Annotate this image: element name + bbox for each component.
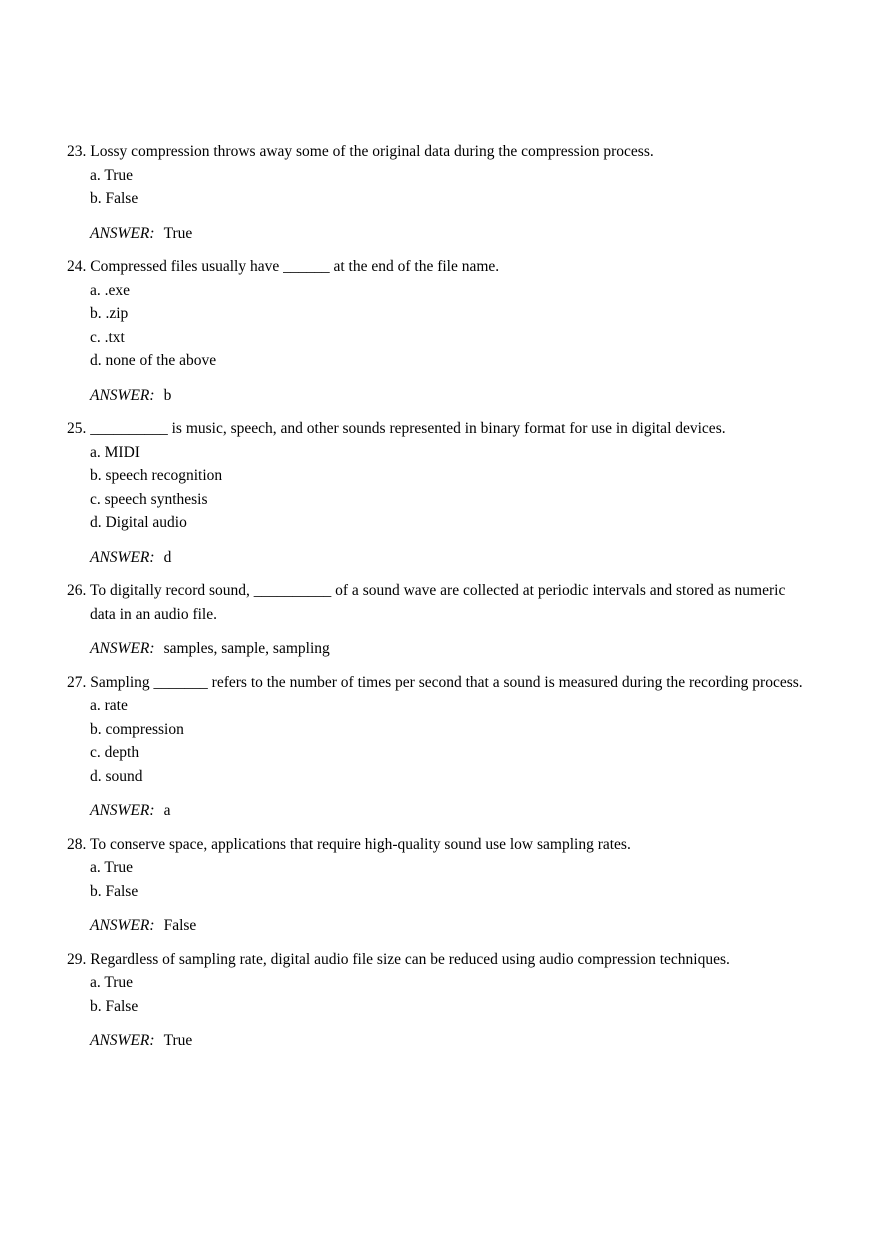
question-block	[67, 140, 812, 245]
answer-label: ANSWER:	[90, 802, 155, 819]
question-number: 26.	[67, 582, 87, 599]
question-number: 27.	[67, 673, 87, 691]
question-line	[67, 671, 812, 695]
option-item: b. False	[90, 190, 139, 207]
answer-value: True	[163, 224, 193, 242]
answer-value: samples, sample, sampling	[163, 640, 330, 657]
question-line	[67, 140, 812, 164]
question-number: 28.	[67, 835, 87, 853]
option-list	[67, 441, 812, 535]
option-item: a. True	[90, 859, 134, 876]
answer-line	[90, 914, 812, 938]
option-item: c. depth	[90, 744, 140, 761]
answer-line	[90, 546, 812, 570]
option-item: d. Digital audio	[90, 514, 187, 531]
question-line	[67, 255, 812, 279]
answer-label: ANSWER:	[90, 224, 155, 242]
answer-line	[90, 1029, 812, 1053]
question-block	[67, 948, 812, 1053]
question-list	[67, 140, 812, 1053]
answer-value: a	[163, 802, 171, 819]
question-text: To digitally record sound, __________ of a sound wave are collected at periodic intervals and stored as numeric data in an audio file.	[89, 582, 786, 623]
answer-label: ANSWER:	[90, 548, 155, 566]
answer-line	[90, 799, 812, 823]
answer-label: ANSWER:	[90, 386, 155, 404]
answer-value: True	[163, 1032, 193, 1049]
question-text: Sampling _______ refers to the number of times per second that a sound is measured during the recording process.	[90, 673, 803, 691]
option-item: d. sound	[90, 767, 143, 785]
option-list	[67, 279, 812, 373]
question-line	[67, 833, 812, 857]
option-item: a. True	[90, 974, 134, 991]
question-line	[67, 579, 812, 626]
answer-label: ANSWER:	[90, 640, 155, 657]
answer-value: d	[163, 548, 172, 566]
option-item: c. speech synthesis	[90, 490, 208, 508]
question-block	[67, 417, 812, 569]
question-number: 29.	[67, 950, 87, 968]
option-item: a. True	[90, 166, 134, 184]
option-item: b. False	[90, 997, 139, 1015]
answer-line	[90, 222, 812, 246]
option-item: c. .txt	[90, 328, 125, 346]
question-number: 23.	[67, 143, 87, 160]
option-item: a. MIDI	[90, 443, 140, 461]
question-block	[67, 671, 812, 823]
option-item: a. .exe	[90, 281, 131, 299]
option-list	[67, 694, 812, 788]
option-item: b. compression	[90, 720, 184, 738]
question-block	[67, 833, 812, 938]
answer-value: False	[163, 917, 197, 934]
question-text: Lossy compression throws away some of the original data during the compression process.	[90, 143, 654, 160]
question-number: 24.	[67, 258, 87, 275]
option-item: b. False	[90, 882, 139, 900]
option-list	[67, 971, 812, 1018]
option-list	[67, 856, 812, 903]
question-text: Regardless of sampling rate, digital audio file size can be reduced using audio compression techniques.	[90, 950, 730, 968]
answer-line	[90, 637, 812, 661]
option-item: b. speech recognition	[90, 467, 223, 484]
option-item: d. none of the above	[90, 352, 217, 369]
answer-value: b	[163, 386, 172, 404]
option-item: b. .zip	[90, 305, 129, 322]
answer-line	[90, 384, 812, 408]
answer-label: ANSWER:	[90, 1032, 155, 1049]
question-line	[67, 948, 812, 972]
question-text: __________ is music, speech, and other sounds represented in binary format for use in digital devices.	[90, 420, 726, 437]
question-text: To conserve space, applications that require high-quality sound use low sampling rates.	[89, 835, 631, 853]
question-text: Compressed files usually have ______ at the end of the file name.	[90, 258, 500, 275]
question-line	[67, 417, 812, 441]
question-block	[67, 579, 812, 661]
question-block	[67, 255, 812, 407]
answer-label: ANSWER:	[90, 917, 155, 934]
option-list	[67, 164, 812, 211]
option-item: a. rate	[90, 697, 128, 714]
question-number: 25.	[67, 420, 87, 437]
